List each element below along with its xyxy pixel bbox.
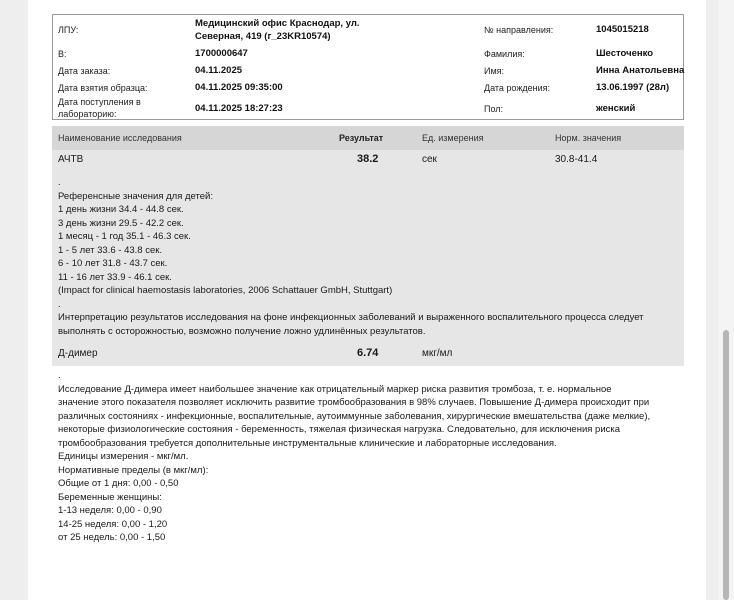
vertical-scrollbar[interactable] xyxy=(718,0,734,600)
arrival-label-line1: Дата поступления в xyxy=(58,97,141,107)
patient-info-box xyxy=(52,14,684,120)
birth-value: 13.06.1997 (28л) xyxy=(596,82,670,93)
test-name: Д-димер xyxy=(58,348,98,359)
col-norm-header: Норм. значения xyxy=(555,133,622,143)
note-line: Интерпретацию результатов исследования на фоне инфекционных заболеваний и выраженного воспалительного процесса следует xyxy=(58,312,644,323)
name-label: Имя: xyxy=(484,66,505,76)
note-line: 1 день жизни 34.4 - 44.8 сек. xyxy=(58,204,184,215)
note-line: . xyxy=(58,370,61,381)
test-name: АЧТВ xyxy=(58,154,84,165)
note-line: 3 день жизни 29.5 - 42.2 сек. xyxy=(58,217,184,229)
test-norm: 30.8-41.4 xyxy=(555,154,598,165)
note-line: Единицы измерения - мкг/мл. xyxy=(58,451,189,462)
test-row-d-dimer xyxy=(52,344,684,366)
note-line: Референсные значения для детей: xyxy=(58,190,213,202)
sample-date-value: 04.11.2025 09:35:00 xyxy=(195,82,283,93)
lpu-value-line2: Северная, 419 (г_23KR10574) xyxy=(195,31,331,42)
test-result: 6.74 xyxy=(357,347,379,359)
lpu-label: ЛПУ: xyxy=(58,25,79,35)
col-name-header: Наименование исследования xyxy=(58,133,182,143)
surname-value: Шесточенко xyxy=(596,48,654,59)
test-unit: сек xyxy=(422,154,437,165)
col-unit-header: Ед. измерения xyxy=(422,133,484,143)
order-date-label: Дата заказа: xyxy=(58,66,111,76)
sex-value: женский xyxy=(596,103,636,114)
surname-label: Фамилия: xyxy=(484,49,525,59)
note-line: значение этого показателя позволяет исключить развитие тромбообразования в 98% случаев. Повышение Д-димера происходит при xyxy=(58,397,650,408)
sample-date-label: Дата взятия образца: xyxy=(58,83,148,93)
note-line: Исследование Д-димера имеет наибольшее значение как отрицательный маркер риска развития тромбоза, т. е. нормальное xyxy=(58,383,612,395)
d-dimer-notes xyxy=(58,369,650,545)
note-line: Беременные женщины: xyxy=(58,491,162,503)
lpu-value-line1: Медицинский офис Краснодар, ул. xyxy=(195,18,360,29)
referral-label: № направления: xyxy=(484,25,554,35)
note-line: 1 - 5 лет 33.6 - 43.8 сек. xyxy=(58,244,163,256)
note-line: некоторые физиологические состояния - беременность, тяжелая физическая нагрузка. Следовательно, для исключения риска xyxy=(58,424,621,435)
referral-value: 1045015218 xyxy=(596,24,649,35)
test-notes xyxy=(58,176,644,338)
sex-label: Пол: xyxy=(484,104,504,114)
test-row-aptt xyxy=(52,150,684,344)
order-date-value: 04.11.2025 xyxy=(195,65,243,76)
arrival-value: 04.11.2025 18:27:23 xyxy=(195,103,283,114)
test-unit: мкг/мл xyxy=(422,348,453,359)
test-result: 38.2 xyxy=(357,153,379,165)
note-line: . xyxy=(58,298,61,310)
report-page xyxy=(28,0,706,600)
results-table-header xyxy=(52,126,684,150)
note-line: выполнять с осторожностью, возможно получение ложно удлинённых результатов. xyxy=(58,325,426,337)
note-line: 11 - 16 лет 33.9 - 46.1 сек. xyxy=(58,271,172,283)
note-line: . xyxy=(58,177,61,188)
note-line: 14-25 неделя: 0,00 - 1,20 xyxy=(58,518,168,530)
b-label: В: xyxy=(58,49,67,59)
arrival-label-line2: лабораторию: xyxy=(58,109,117,119)
note-line: Общие от 1 дня: 0,00 - 0,50 xyxy=(58,478,179,489)
note-line: 6 - 10 лет 31.8 - 43.7 сек. xyxy=(58,258,168,269)
note-line: различных состояниях - инфекционные, воспалительные, аутоиммунные заболевания, хирургические вмешательства (даже мелкие), xyxy=(58,410,651,422)
scrollbar-thumb[interactable] xyxy=(723,330,729,600)
b-value: 1700000647 xyxy=(195,48,248,59)
birth-label: Дата рождения: xyxy=(484,83,550,93)
note-line: 1-13 неделя: 0,00 - 0,90 xyxy=(58,505,162,516)
note-line: 1 месяц - 1 год 35.1 - 46.3 сек. xyxy=(58,231,191,242)
col-result-header: Результат xyxy=(339,133,384,143)
note-line: Нормативные пределы (в мкг/мл): xyxy=(58,464,209,476)
name-value: Инна Анатольевна xyxy=(596,65,685,76)
note-line: тромбообразования требуется дополнительные инструментальные клинические и лабораторные исследования. xyxy=(58,437,557,449)
note-line: (Impact for clinical haemostasis laboratories, 2006 Schattauer GmbH, Stuttgart) xyxy=(58,285,393,296)
note-line: от 25 недель: 0,00 - 1,50 xyxy=(58,532,166,543)
